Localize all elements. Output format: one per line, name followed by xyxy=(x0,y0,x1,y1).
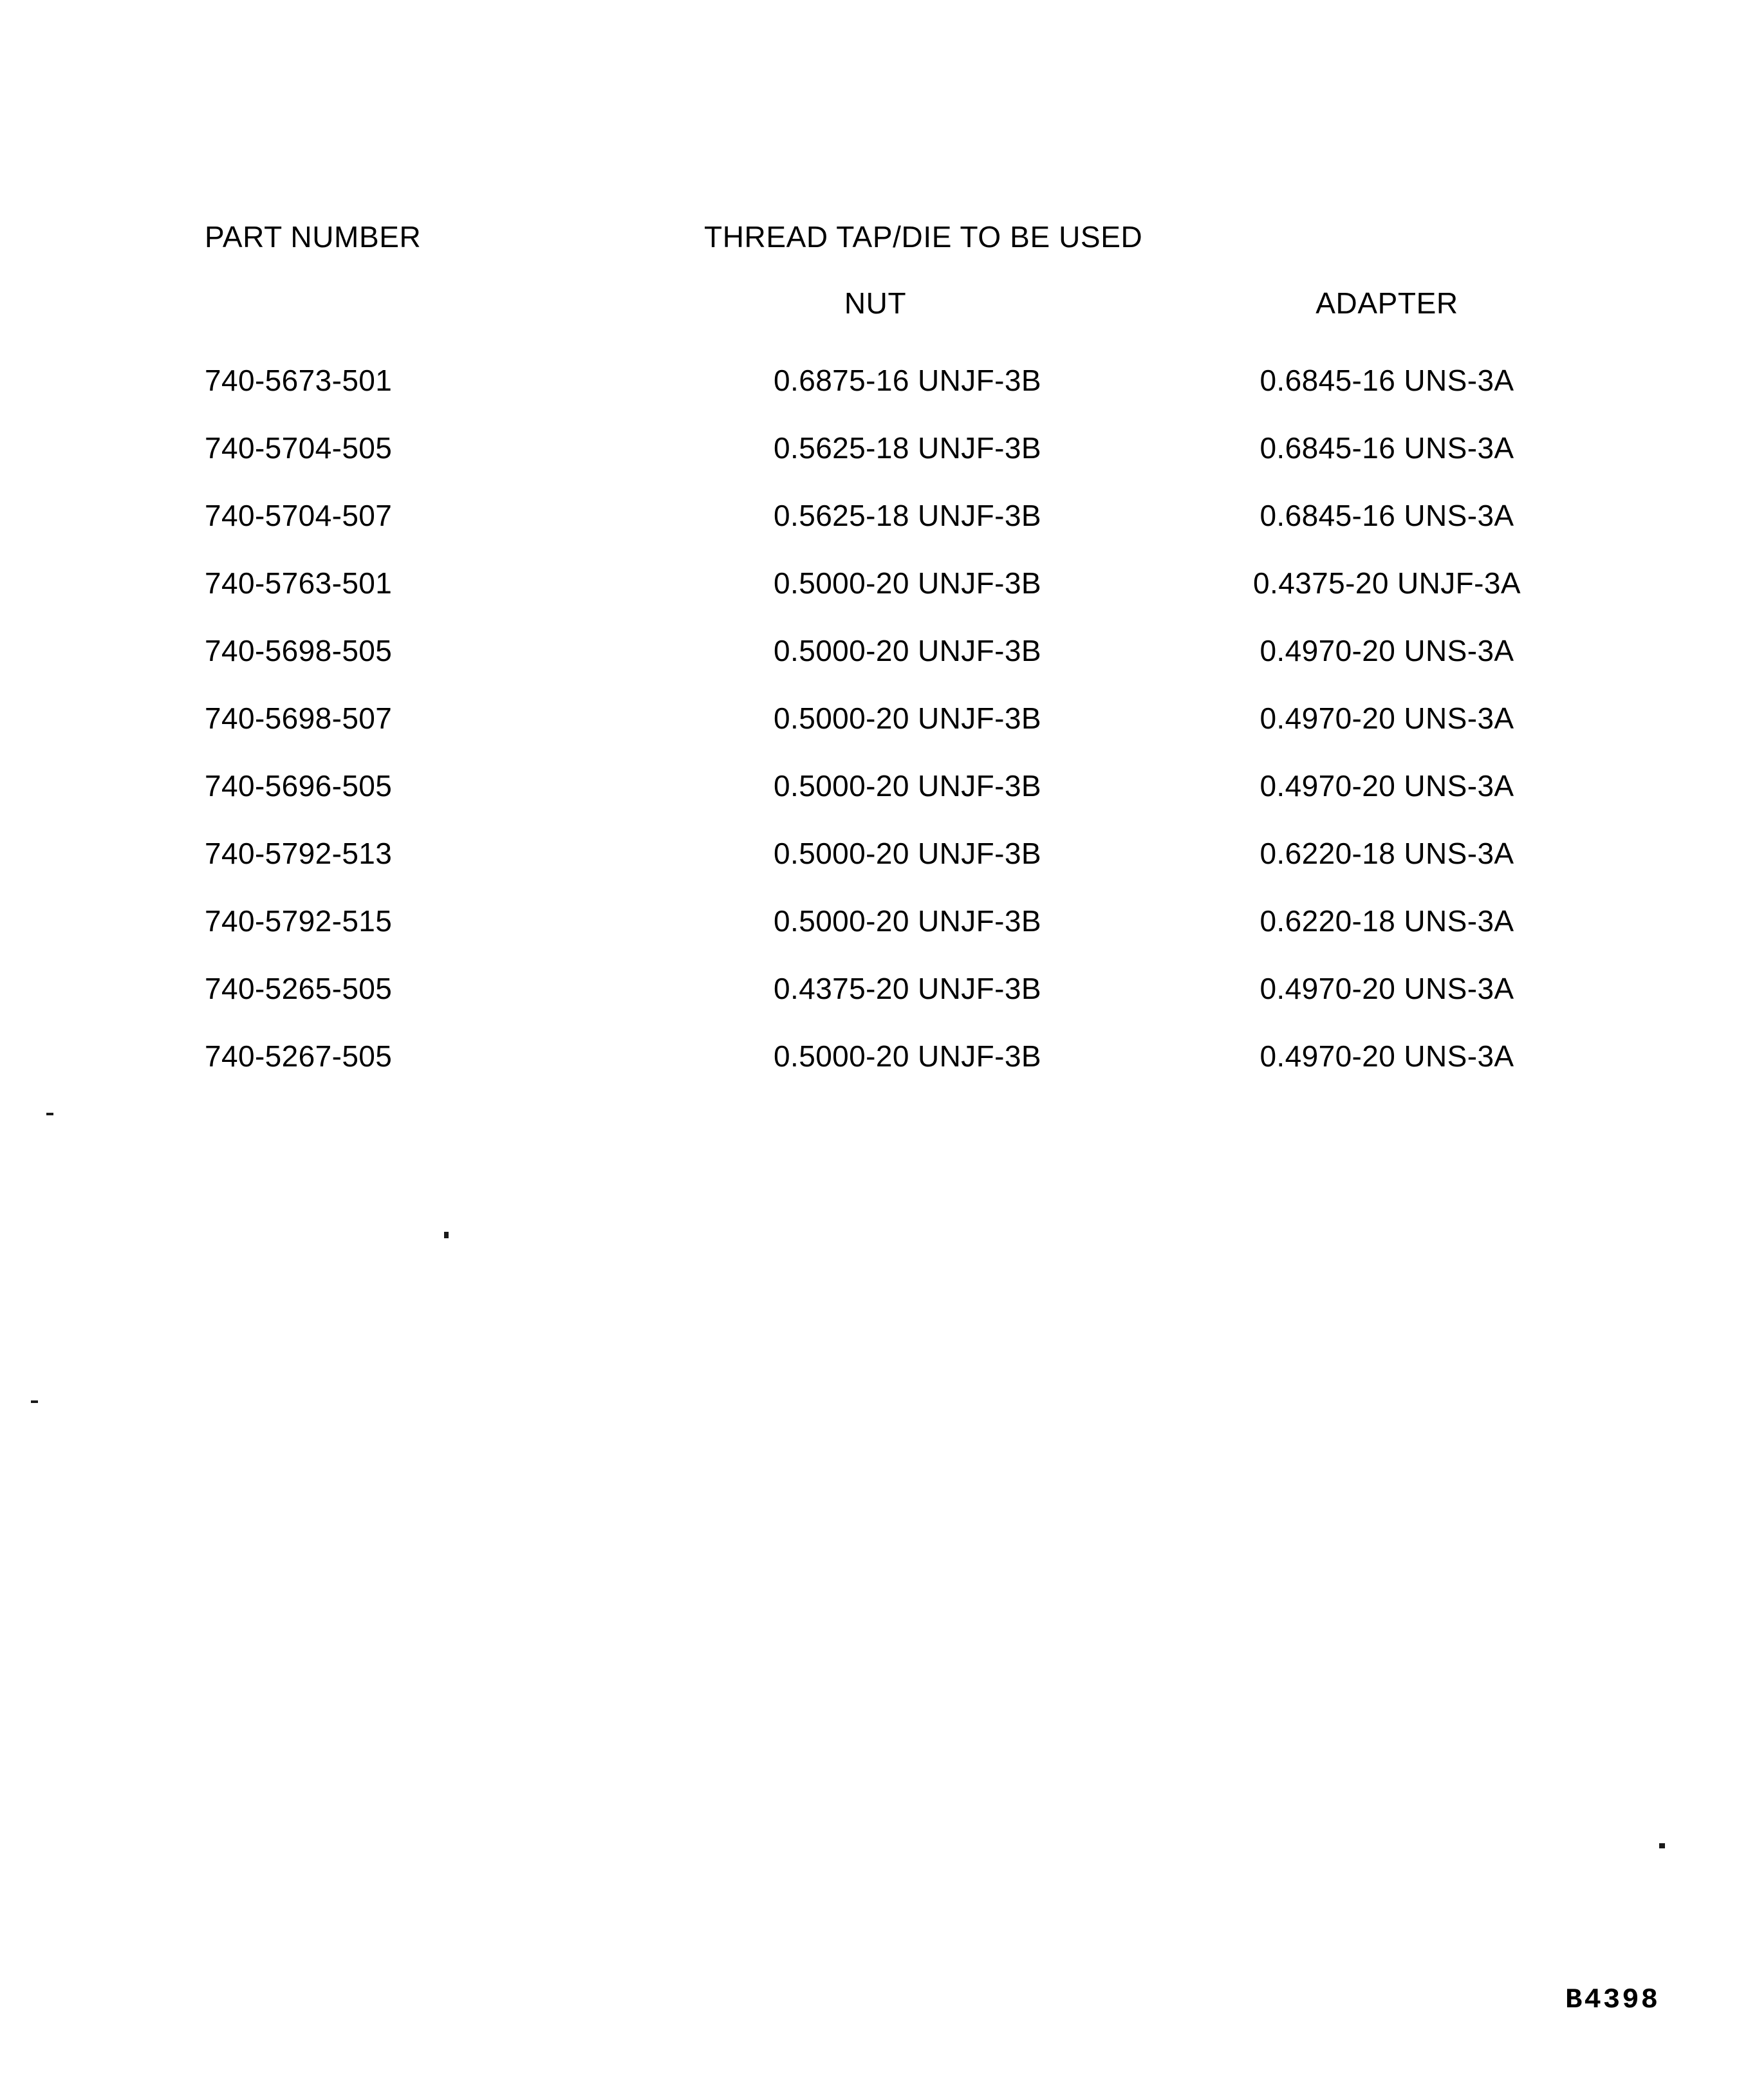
cell-nut-thread: 0.5000-20 UNJF-3B xyxy=(774,634,1041,667)
cell-part-number: 740-5673-501 xyxy=(205,364,393,397)
scan-speck xyxy=(444,1232,449,1238)
cell-part-number: 740-5696-505 xyxy=(205,769,393,803)
cell-part-number: 740-5763-501 xyxy=(205,566,393,600)
cell-nut-thread: 0.5000-20 UNJF-3B xyxy=(774,837,1041,870)
table-row xyxy=(0,636,1757,703)
cell-part-number: 740-5265-505 xyxy=(205,972,393,1005)
cell-nut-thread: 0.5000-20 UNJF-3B xyxy=(774,702,1041,735)
table-row xyxy=(0,906,1757,974)
table-row xyxy=(0,703,1757,771)
scan-speck xyxy=(46,1113,53,1115)
part-number-table xyxy=(0,366,1757,1109)
cell-nut-thread: 0.6875-16 UNJF-3B xyxy=(774,364,1041,397)
cell-nut-thread: 0.5000-20 UNJF-3B xyxy=(774,566,1041,600)
table-row xyxy=(0,568,1757,636)
cell-part-number: 740-5698-507 xyxy=(205,702,393,735)
cell-adapter-thread: 0.6845-16 UNS-3A xyxy=(1260,431,1514,465)
table-row xyxy=(0,366,1757,433)
scan-speck xyxy=(31,1400,38,1403)
cell-adapter-thread: 0.4970-20 UNS-3A xyxy=(1260,702,1514,735)
cell-adapter-thread: 0.6220-18 UNS-3A xyxy=(1260,904,1514,938)
cell-nut-thread: 0.5625-18 UNJF-3B xyxy=(774,499,1041,532)
scan-speck xyxy=(1659,1843,1665,1848)
table-row xyxy=(0,771,1757,839)
cell-adapter-thread: 0.4970-20 UNS-3A xyxy=(1260,769,1514,803)
cell-nut-thread: 0.5000-20 UNJF-3B xyxy=(774,904,1041,938)
table-row xyxy=(0,501,1757,568)
table-row xyxy=(0,839,1757,906)
column-subheader-nut: NUT xyxy=(844,286,907,320)
cell-nut-thread: 0.5625-18 UNJF-3B xyxy=(774,431,1041,465)
cell-adapter-thread: 0.4970-20 UNS-3A xyxy=(1260,634,1514,667)
table-row xyxy=(0,974,1757,1041)
cell-adapter-thread: 0.6845-16 UNS-3A xyxy=(1260,499,1514,532)
cell-part-number: 740-5704-507 xyxy=(205,499,393,532)
table-row xyxy=(0,433,1757,501)
cell-adapter-thread: 0.4375-20 UNJF-3A xyxy=(1253,566,1521,600)
cell-part-number: 740-5267-505 xyxy=(205,1039,393,1073)
cell-part-number: 740-5698-505 xyxy=(205,634,393,667)
cell-part-number: 740-5792-513 xyxy=(205,837,393,870)
cell-adapter-thread: 0.6845-16 UNS-3A xyxy=(1260,364,1514,397)
cell-part-number: 740-5704-505 xyxy=(205,431,393,465)
cell-nut-thread: 0.5000-20 UNJF-3B xyxy=(774,1039,1041,1073)
cell-nut-thread: 0.4375-20 UNJF-3B xyxy=(774,972,1041,1005)
cell-nut-thread: 0.5000-20 UNJF-3B xyxy=(774,769,1041,803)
cell-adapter-thread: 0.6220-18 UNS-3A xyxy=(1260,837,1514,870)
cell-part-number: 740-5792-515 xyxy=(205,904,393,938)
drawing-number: B4398 xyxy=(1565,1984,1660,2016)
column-header-part-number: PART NUMBER xyxy=(205,220,422,254)
column-subheader-adapter: ADAPTER xyxy=(1315,286,1458,320)
table-row xyxy=(0,1041,1757,1109)
cell-adapter-thread: 0.4970-20 UNS-3A xyxy=(1260,1039,1514,1073)
column-header-thread-tap-die: THREAD TAP/DIE TO BE USED xyxy=(704,220,1143,254)
cell-adapter-thread: 0.4970-20 UNS-3A xyxy=(1260,972,1514,1005)
